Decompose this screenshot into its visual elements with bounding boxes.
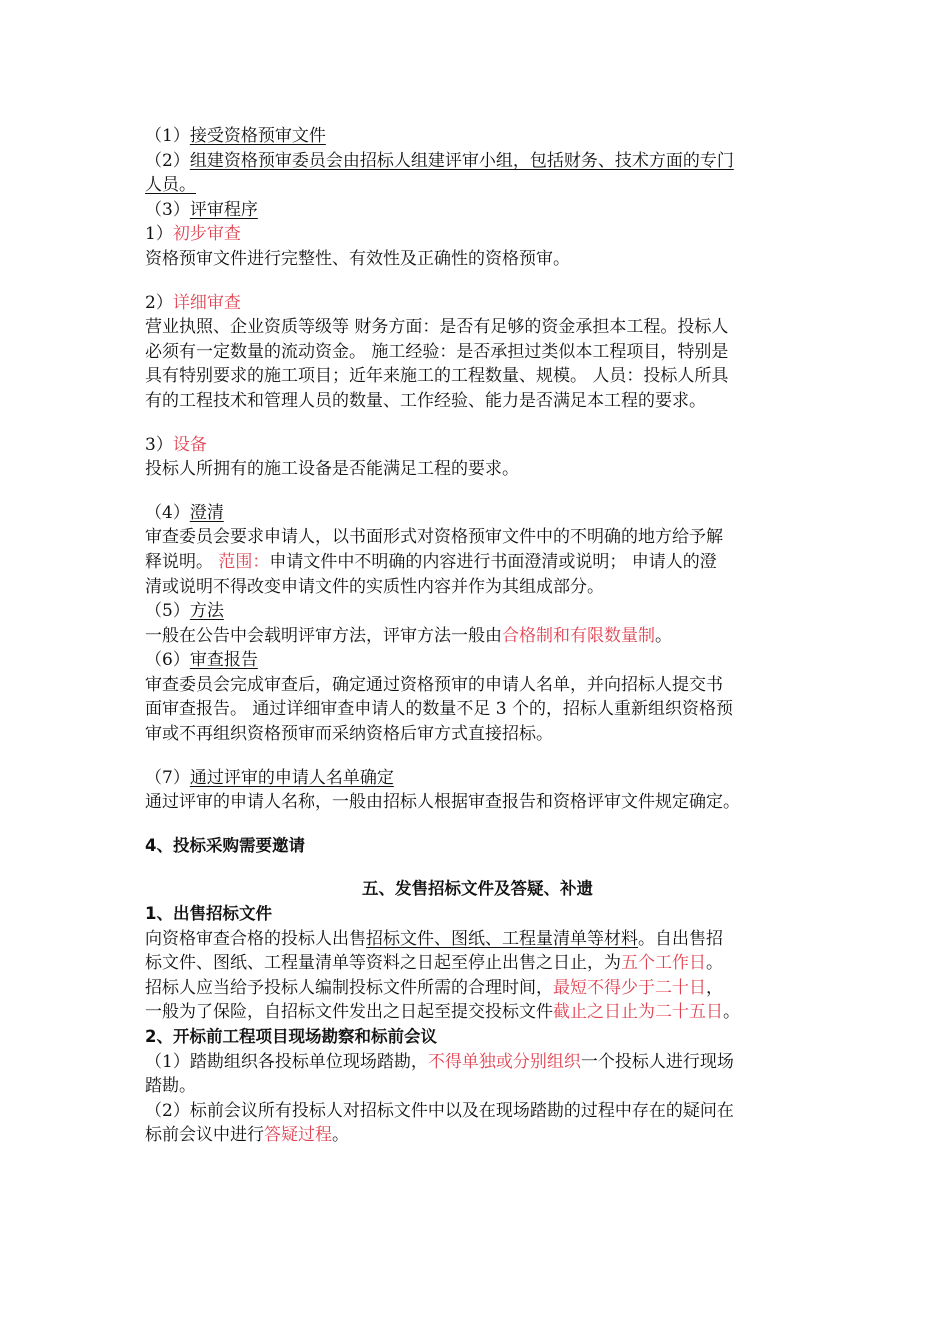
paragraph-line: 营业执照、企业资质等级等 财务方面：是否有足够的资金承担本工程。投标人 [145, 317, 729, 338]
text-run: 一个投标人进行现场 [580, 1051, 734, 1072]
item-title: 澄清 [189, 502, 224, 523]
text-run: 申请文件中不明确的内容进行书面澄清或说明； 申请人的澄 [269, 551, 717, 572]
paragraph-line [145, 1123, 810, 1148]
item-number: （4） [145, 502, 190, 523]
paragraph: 通过评审的申请人名称，一般由招标人根据审查报告和资格评审文件规定确定。 [145, 792, 740, 813]
highlight-text: 范围： [218, 551, 270, 572]
section-heading: 2、开标前工程项目现场勘察和标前会议 [145, 1027, 437, 1046]
item-title: 组建资格预审委员会由招标人组建评审小组，包括财务、技术方面的专门 [189, 150, 734, 171]
paragraph-line [145, 951, 810, 976]
highlight-text: 五个工作日 [621, 953, 706, 974]
text-run: （1）踏勘组织各投标单位现场踏勘， [145, 1051, 428, 1072]
paragraph-line: 审或不再组织资格预审而采纳资格后审方式直接招标。 [145, 724, 553, 745]
item-title: 通过评审的申请人名单确定 [189, 767, 394, 788]
sub-number: 2） [145, 292, 173, 313]
item-5 [145, 599, 810, 624]
text-run: 标文件、图纸、工程量清单等资料之日起至停止出售之日止，为 [145, 953, 621, 974]
item-1 [145, 124, 810, 149]
highlight-text: 最短不得少于二十日 [553, 977, 706, 998]
document-body [145, 124, 810, 1148]
paragraph: 投标人所拥有的施工设备是否能满足工程的要求。 [145, 459, 519, 480]
paragraph-line: 审查委员会完成审查后，确定通过资格预审的申请人名单，并向招标人提交书 [145, 674, 723, 695]
item-title: 审查报告 [189, 650, 258, 671]
text-run: 。 [332, 1125, 349, 1146]
paragraph-line: 清或说明不得改变申请文件的实质性内容并作为其组成部分。 [145, 576, 604, 597]
item-number: （5） [145, 601, 190, 622]
item-number: （7） [145, 767, 190, 788]
paragraph-line: 审查委员会要求申请人，以书面形式对资格预审文件中的不明确的地方给予解 [145, 527, 723, 548]
sub-number: 1） [145, 224, 173, 245]
sub-item-1 [145, 222, 810, 247]
paragraph-line [145, 1000, 810, 1025]
highlight-text: 合格制和有限数量制 [502, 625, 655, 646]
paragraph-line: 必须有一定数量的流动资金。 施工经验：是否承担过类似本工程项目，特别是 [145, 341, 729, 362]
text-run: 。 [706, 953, 723, 974]
paragraph-line: 具有特别要求的施工项目；近年来施工的工程数量、规模。 人员：投标人所具 [145, 366, 729, 387]
text-run: ， [706, 977, 723, 998]
item-3 [145, 198, 810, 223]
paragraph-line: 有的工程技术和管理人员的数量、工作经验、能力是否满足本工程的要求。 [145, 390, 706, 411]
highlight-text: 答疑过程 [264, 1125, 332, 1146]
item-title-cont: 人员。 [145, 175, 196, 196]
paragraph-line [145, 550, 810, 575]
paragraph: 资格预审文件进行完整性、有效性及正确性的资格预审。 [145, 248, 570, 269]
item-title: 接受资格预审文件 [189, 126, 326, 146]
chapter-heading: 五、发售招标文件及答疑、补遗 [362, 879, 593, 899]
section-heading: 1、出售招标文件 [145, 904, 272, 924]
item-number: （1） [145, 126, 190, 146]
sub-number: 3） [145, 434, 173, 455]
text-run: 释说明。 [145, 551, 219, 572]
item-number: （6） [145, 650, 190, 671]
sub-item-3 [145, 433, 810, 458]
paragraph-line: （2）标前会议所有投标人对招标文件中以及在现场踏勘的过程中存在的疑问在 [145, 1100, 734, 1121]
sub-title: 详细审查 [172, 292, 241, 313]
highlight-text: 截止之日止为二十五日 [553, 1002, 723, 1023]
item-6 [145, 648, 810, 673]
sub-title: 设备 [172, 434, 207, 455]
paragraph-line: 踏勘。 [145, 1076, 196, 1097]
paragraph-line [145, 1050, 810, 1075]
highlight-text: 不得单独或分别组织 [427, 1051, 581, 1072]
underlined-text: 招标文件、图纸、工程量清单等材料 [366, 928, 638, 949]
paragraph-line [145, 976, 810, 1001]
text-run: 。自出售招 [638, 928, 723, 949]
text-run: 一般为了保险，自招标文件发出之日起至提交投标文件 [145, 1002, 553, 1023]
item-2 [145, 149, 810, 174]
item-title: 方法 [189, 601, 224, 622]
section-heading: 4、投标采购需要邀请 [145, 835, 305, 855]
item-number: （3） [145, 199, 190, 220]
sub-item-2 [145, 291, 810, 316]
text-run: 招标人应当给予投标人编制投标文件所需的合理时间， [145, 977, 553, 998]
paragraph-line [145, 927, 810, 952]
text-run: 。 [723, 1002, 740, 1023]
paragraph-line: 面审查报告。 通过详细审查申请人的数量不足 3 个的，招标人重新组织资格预 [145, 699, 734, 720]
item-title: 评审程序 [189, 199, 258, 220]
text-run: 标前会议中进行 [145, 1125, 264, 1146]
text-run: 向资格审查合格的投标人出售 [145, 928, 366, 949]
item-4 [145, 501, 810, 526]
item-2-cont [145, 173, 810, 198]
item-7 [145, 766, 810, 791]
text-run: 。 [655, 625, 672, 646]
sub-title: 初步审查 [172, 224, 241, 245]
text-run: 一般在公告中会载明评审方法，评审方法一般由 [145, 625, 502, 646]
item-number: （2） [145, 150, 190, 171]
paragraph-line [145, 624, 810, 649]
